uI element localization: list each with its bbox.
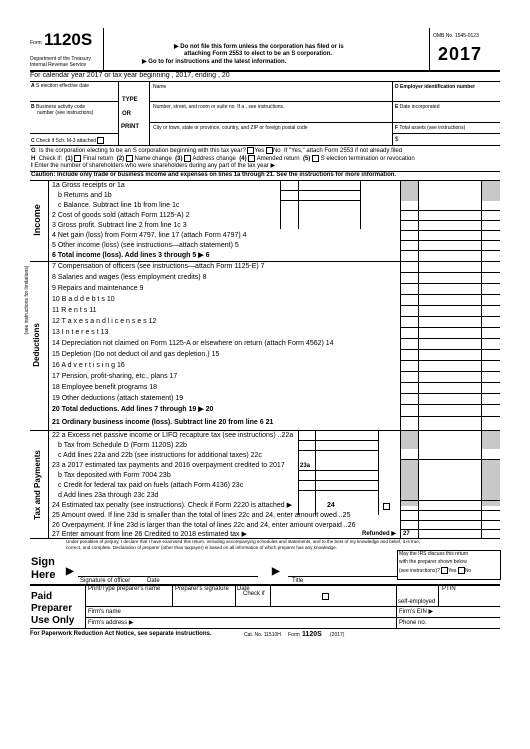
line-11: 11 R e n t s 11 bbox=[52, 307, 97, 314]
sign-title1: Sign bbox=[31, 556, 55, 568]
s-election-termination-checkbox[interactable] bbox=[312, 155, 319, 162]
ptin-label: PTIN bbox=[442, 586, 456, 592]
preparer-title1: Paid bbox=[31, 591, 53, 602]
line-17: 17 Pension, profit-sharing, etc., plans 17 bbox=[52, 373, 178, 380]
name-change-checkbox[interactable] bbox=[126, 155, 133, 162]
line-b: B Business activity code bbox=[31, 104, 86, 110]
title-label: Title bbox=[292, 578, 304, 584]
line-21: 21 Ordinary business income (loss). Subtract line 20 from line 6 21 bbox=[52, 419, 274, 426]
m3-checkbox[interactable] bbox=[97, 137, 104, 144]
amended-return-checkbox[interactable] bbox=[248, 155, 255, 162]
preparer-name-label: Print/Type preparer's name bbox=[88, 586, 161, 592]
tax-section-label: Tax and Payments bbox=[33, 450, 42, 520]
notice-line3: ▶ Go to for instructions and the latest information. bbox=[142, 59, 287, 65]
line-15: 15 Depletion (Do not deduct oil and gas depletion.) 15 bbox=[52, 351, 220, 358]
firm-ein-label: Firm's EIN ▶ bbox=[399, 609, 434, 615]
deductions-section-label: Deductions bbox=[32, 323, 41, 367]
preparer-sig-label: Preparer's signature bbox=[175, 586, 229, 592]
footer-cat-no: Cat. No. 11510H bbox=[244, 632, 281, 638]
line-14: 14 Depreciation not claimed on Form 1125-A or elsewhere on return (attach Form 4562) 14 bbox=[52, 340, 334, 347]
type-label: TYPE bbox=[122, 97, 138, 103]
line-g: G Is the corporation electing to be an S corporation beginning with this tax year? Yes No If "Yes," attach Form 2553 if not already filed bbox=[31, 148, 403, 155]
line-23d: d Add lines 23a through 23c 23d bbox=[58, 492, 159, 499]
line-3: 3 Gross profit. Subtract line 2 from line 1c 3 bbox=[52, 222, 187, 229]
name-label: Name bbox=[153, 84, 167, 90]
sign-date-label: Date bbox=[147, 578, 160, 584]
final-return-checkbox[interactable] bbox=[74, 155, 81, 162]
street-label: Number, street, and room or suite no. If a , see instructions. bbox=[153, 104, 285, 110]
perjury-line1: Under penalties of perjury, I declare that I have examined this return, including accompanying schedules and statements, and to the best of my knowledge and belief, it is true, bbox=[66, 539, 421, 544]
line-23a-box-label: 23a bbox=[300, 463, 311, 469]
line-i: I Enter the number of shareholders who were shareholders during any part of the tax year ▶ bbox=[31, 163, 276, 169]
line-23b: b Tax deposited with Form 7004 23b bbox=[58, 472, 171, 479]
self-employed-label: self-employed bbox=[398, 599, 436, 605]
preparer-title3: Use Only bbox=[31, 615, 75, 626]
deductions-sublabel: (see instructions for limitations) bbox=[24, 265, 30, 335]
line-8: 8 Salaries and wages (less employment credits) 8 bbox=[52, 274, 207, 281]
city-label: City or town, state or province, country, and ZIP or foreign postal code bbox=[153, 125, 308, 131]
line-27: 27 Enter amount from line 26 Credited to 2018 estimated tax ▶ bbox=[52, 531, 247, 538]
line-7: 7 Compensation of officers (see instructions—attach Form 1125-E) 7 bbox=[52, 263, 265, 270]
line-e: E Date incorporated bbox=[395, 104, 440, 110]
form-label: Form bbox=[30, 40, 42, 46]
activity-code-input[interactable] bbox=[32, 118, 120, 132]
line-22b: b Tax from Schedule D (Form 1120S) 22b bbox=[58, 442, 187, 449]
sign-arrow-2: ▶ bbox=[272, 566, 280, 577]
line-2: 2 Cost of goods sold (attach Form 1125-A) 2 bbox=[52, 212, 190, 219]
self-employed-checkbox[interactable] bbox=[322, 593, 329, 600]
line-h: H Check if: (1) Final return (2) Name change (3) Address change (4) Amended return (5) S election termination or revocation bbox=[31, 156, 415, 163]
irs-discuss-3: (see instructions)? Yes No bbox=[399, 567, 472, 574]
notice-line2: attaching Form 2553 to elect to be an S corporation. bbox=[184, 51, 333, 57]
dollar-sign: $ bbox=[395, 137, 399, 143]
line-5: 5 Other income (loss) (see instructions—attach statement) 5 bbox=[52, 242, 239, 249]
line-12: 12 T a x e s a n d l i c e n s e s 12 bbox=[52, 318, 157, 325]
line-a: A S election effective date bbox=[31, 83, 90, 89]
line-1a: 1a Gross receipts or 1a bbox=[52, 182, 125, 189]
line-23a: 23 a 2017 estimated tax payments and 2016 overpayment credited to 2017 bbox=[52, 462, 285, 469]
corp-name-input[interactable] bbox=[152, 91, 392, 102]
line-9: 9 Repairs and maintenance 9 bbox=[52, 285, 144, 292]
line-25: 25 Amount owed. If line 23d is smaller than the total of lines 22c and 24, enter amount owed ..25 bbox=[52, 512, 351, 519]
footer-form-label: Form bbox=[288, 632, 300, 638]
tax-year: 2017 bbox=[438, 44, 483, 64]
firm-name-label: Firm's name bbox=[88, 609, 121, 615]
sign-arrow-1: ▶ bbox=[66, 566, 74, 577]
line-18: 18 Employee benefit programs 18 bbox=[52, 384, 158, 391]
preparer-name-input[interactable] bbox=[88, 594, 174, 606]
line-23c: c Credit for federal tax paid on fuels (attach Form 4136) 23c bbox=[58, 482, 244, 489]
line-22a: 22 a Excess net passive income or LIFO recapture tax (see instructions) ..22a bbox=[52, 432, 294, 439]
check-if-label: Check if bbox=[243, 591, 265, 597]
line-1b: b Returns and 1b bbox=[58, 192, 112, 199]
irs-no-checkbox[interactable] bbox=[458, 567, 465, 574]
preparer-title2: Preparer bbox=[31, 603, 73, 614]
footer-year: (2017) bbox=[330, 632, 345, 638]
preparer-date-label: Date bbox=[237, 586, 250, 592]
line-f: F Total assets (see instructions) bbox=[395, 125, 466, 131]
line-16: 16 A d v e r t i s i n g 16 bbox=[52, 362, 125, 369]
form-number: 1120S bbox=[44, 30, 93, 49]
calendar-year-line: For calendar year 2017 or tax year beginning , 2017, ending , 20 bbox=[30, 72, 230, 79]
omb-number: OMB No. 1545-0123 bbox=[433, 33, 479, 39]
form-2220-checkbox[interactable] bbox=[383, 503, 390, 510]
line-22c: c Add lines 22a and 22b (see instructions for additional taxes) 22c bbox=[58, 452, 262, 459]
officer-signature-label: Signature of officer bbox=[80, 578, 131, 584]
form-page bbox=[24, 28, 500, 718]
line-26: 26 Overpayment. If line 23d is larger than the total of lines 22c and 24, enter amount overpaid ..26 bbox=[52, 522, 356, 529]
print-label: PRINT bbox=[121, 124, 139, 130]
ein-input[interactable] bbox=[395, 91, 501, 102]
line-d: D Employer identification number bbox=[395, 84, 476, 90]
or-label: OR bbox=[122, 111, 131, 117]
officer-title-field[interactable] bbox=[290, 564, 400, 577]
line-c: C Check if Sch. M-3 attached bbox=[31, 137, 104, 144]
dept-line1: Department of the Treasury bbox=[30, 56, 91, 62]
caution-line: Caution: Include only trade or business income and expenses on lines 1a through 21. See the instructions for more information. bbox=[31, 172, 397, 178]
perjury-line2: correct, and complete. Declaration of preparer (other than taxpayer) is based on all information of which preparer has any knowledge. bbox=[66, 545, 337, 550]
date-incorporated-input[interactable] bbox=[395, 111, 501, 122]
g-no-checkbox[interactable] bbox=[266, 147, 273, 154]
line-6: 6 Total income (loss). Add lines 3 through 5 ▶ 6 bbox=[52, 252, 210, 259]
dept-line2: Internal Revenue Service bbox=[30, 62, 87, 68]
phone-label: Phone no. bbox=[399, 620, 427, 626]
line-10: 10 B a d d e b t s 10 bbox=[52, 296, 115, 303]
irs-discuss-1: May the IRS discuss this return bbox=[399, 551, 469, 557]
sign-title2: Here bbox=[31, 569, 56, 581]
irs-discuss-2: with the preparer shown below bbox=[399, 559, 467, 565]
line-b-sub: number (see instructions) bbox=[37, 110, 94, 116]
refunded-label: Refunded ▶ bbox=[362, 531, 396, 537]
line-20: 20 Total deductions. Add lines 7 through 19 ▶ 20 bbox=[52, 406, 214, 413]
footer-form-number: 1120S bbox=[302, 631, 322, 638]
s-election-date-input[interactable] bbox=[32, 90, 120, 101]
line-24-box-label: 24 bbox=[327, 502, 335, 509]
line-4: 4 Net gain (loss) from Form 4797, line 17 (attach Form 4797) 4 bbox=[52, 232, 247, 239]
address-change-checkbox[interactable] bbox=[184, 155, 191, 162]
city-input[interactable] bbox=[152, 132, 392, 145]
line-24: 24 Estimated tax penalty (see instructions). Check if Form 2220 is attached ▶ bbox=[52, 502, 292, 509]
firm-address-label: Firm's address ▶ bbox=[88, 620, 134, 626]
ptin-input[interactable] bbox=[442, 594, 501, 606]
line-27-box-label: 27 bbox=[403, 531, 410, 537]
footer-notice: For Paperwork Reduction Act Notice, see separate instructions. bbox=[30, 631, 212, 637]
line-1c: c Balance. Subtract line 1b from line 1c bbox=[58, 202, 180, 209]
notice-line1: ▶ Do not file this form unless the corporation has filed or is bbox=[174, 44, 344, 50]
line-19: 19 Other deductions (attach statement) 19 bbox=[52, 395, 184, 402]
officer-signature-field[interactable] bbox=[80, 564, 254, 577]
street-input[interactable] bbox=[152, 111, 392, 122]
income-section-label: Income bbox=[32, 204, 42, 236]
line-13: 13 I n t e r e s t 13 bbox=[52, 329, 109, 336]
